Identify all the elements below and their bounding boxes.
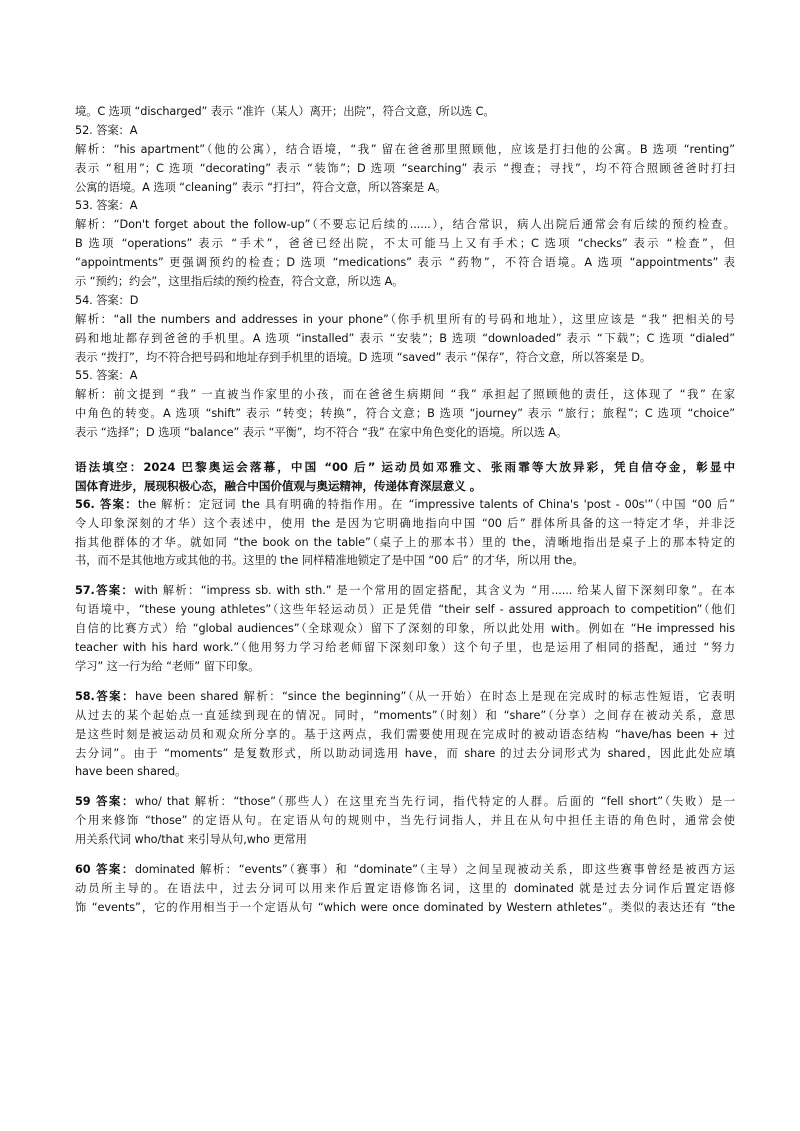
answer-label: 59 答案： <box>75 795 135 809</box>
spacer <box>75 443 735 458</box>
text-line: 示 “预约；约会”，这里指后续的预约检查，符合文意，所以选 A。 <box>75 275 404 289</box>
document-page <box>75 103 735 918</box>
text-line: 解析：“his apartment”（他的公寓），结合语境，“我” 留在爸爸那里照顾他，应该是打扫他的公寓。B 选项 “renting” <box>75 142 735 156</box>
text-line: teacher with his hard work.”（他用努力学习给老师留下深刻印象）这个句子里，也是运用了相同的搭配，通过 “努力 <box>75 641 735 655</box>
text-line: 去分词”。由于 “moments” 是复数形式，所以助动词选用 have，而 share 的过去分词形式为 shared，因此此处应填 <box>75 746 735 760</box>
text-line: 指其他群体的才华。就如同 “the book on the table”（桌子上的那本书）里的 the，清晰地指出是桌子上的那本特定的 <box>75 535 735 549</box>
answer-text: have been shared 解析：“since the beginning”（从一开始）在时态上是现在完成时的标志性短语，它表明 <box>134 689 735 703</box>
text-line: 令人印象深刻的才华）这个表述中，使用 the 是因为它明确地指向中国 “00 后” 群体所具备的这一特定才华，并非泛 <box>75 516 735 530</box>
text-line: 解析：“all the numbers and addresses in your phone”（你手机里所有的号码和地址），这里应该是 “我” 把相关的号 <box>75 312 735 326</box>
text-line: 表示 “拨打”，均不符合把号码和地址存到手机里的语境。D 选项 “saved” 表示 “保存”，符合文意，所以答案是 D。 <box>75 350 652 364</box>
text-line: 解析：“Don't forget about the follow-up”（不要忘记后续的......），结合常识，病人出院后通常会有后续的预约检查。 <box>75 218 735 232</box>
answer-heading: 54. 答案：D <box>75 293 139 307</box>
text-line: 公寓的语境。A 选项 “cleaning” 表示 “打扫”，符合文意，所以答案是 A。 <box>75 180 447 194</box>
text-line: 动员所主导的。在语法中，过去分词可以用来作后置定语修饰名词，这里的 dominated 就是过去分词作后置定语修 <box>75 881 735 895</box>
answer-text: dominated 解析：“events”（赛事）和 “dominate”（主导）之间呈现被动关系，即这些赛事曾经是被西方运 <box>134 862 735 876</box>
text-line: 个用来修饰 “those” 的定语从句。在定语从句的规则中，当先行词指人，并且在从句中担任主语的角色时，通常会使 <box>75 814 735 828</box>
text-line: 书，而不是其他地方或其他的书。这里的 the 同样精准地锁定了是中国 “00 后” 的才华，所以用 the。 <box>75 554 584 568</box>
spacer <box>75 850 735 861</box>
spacer <box>75 677 735 688</box>
text-line: B 选项 “operations” 表示 “手术”，爸爸已经出院，不太可能马上又有手术；C 选项 “checks” 表示 “检查”，但 <box>75 237 735 251</box>
spacer <box>75 782 735 793</box>
text-line: 中角色的转变。A 选项 “shift” 表示 “转变；转换”，符合文意；B 选项 “journey” 表示 “旅行；旅程”；C 选项 “choice” <box>75 407 735 421</box>
text-line: 表示 “租用”；C 选项 “decorating” 表示 “装饰”；D 选项 “searching” 表示 “搜查；寻找”，均不符合照顾爸爸时打扫 <box>75 161 735 175</box>
answer-label: 58.答案： <box>75 689 135 703</box>
answer-line <box>75 861 735 880</box>
text-line: 自信的比赛方式）给 “global audiences”（全球观众）留下了深刻的印象，所以此处用 with。例如在 “He impressed his <box>75 622 735 636</box>
text-line: “appointments” 更强调预约的检查；D 选项 “medications” 表示 “药物”，不符合语境。A 选项 “appointments” 表 <box>75 256 735 270</box>
text-line: 句语境中，“these young athletes”（这些年轻运动员）正是凭借 “their self - assured approach to competition”（他们 <box>75 603 735 617</box>
answer-label: 56. 答案： <box>75 497 138 511</box>
answer-label: 60 答案： <box>75 862 135 876</box>
text-line: 用关系代词 who/that 来引导从句,who 更常用 <box>75 833 307 847</box>
section-heading: 语法填空：2024 巴黎奥运会落幕，中国 “00 后” 运动员如邓雅文、张雨霏等大放异彩，凭自信夺金，彰显中 <box>75 460 735 475</box>
text-line: 饰 “events”，它的作用相当于一个定语从句 “which were once dominated by Western athletes”。类似的表达还有 “the <box>75 900 735 914</box>
text-line: 解析：前文提到 “我” 一直被当作家里的小孩，而在爸爸生病期间 “我” 承担起了照顾他的责任，这体现了 “我” 在家 <box>75 388 735 402</box>
text-line: 码和地址都存到爸爸的手机里。A 选项 “installed” 表示 “安装”；B 选项 “downloaded” 表示 “下载”；C 选项 “dialed” <box>75 331 735 345</box>
spacer <box>75 571 735 582</box>
answer-label: 57.答案： <box>75 584 135 598</box>
answer-line <box>75 793 735 812</box>
answer-line <box>75 496 735 515</box>
text-line: 境。C 选项 “discharged” 表示 “准许（某人）离开；出院”，符合文意，所以选 C。 <box>75 105 495 118</box>
answer-text: with 解析：“impress sb. with sth.” 是一个常用的固定搭配，其含义为 “用...... 给某人留下深刻印象”。在本 <box>134 584 735 598</box>
text-line: 表示 “选择”；D 选项 “balance” 表示 “平衡”，均不符合 “我” 在家中角色变化的语境。所以选 A。 <box>75 426 568 440</box>
section-heading: 国体育进步，展现积极心态，融合中国价值观与奥运精神，传递体育深层意义 。 <box>75 478 482 493</box>
answer-heading: 53. 答案：A <box>75 199 138 213</box>
text-line: 学习” 这一行为给 “老师” 留下印象。 <box>75 659 260 673</box>
text-line: have been shared。 <box>75 765 187 779</box>
answer-heading: 52. 答案：A <box>75 123 138 137</box>
answer-line <box>75 582 735 601</box>
answer-text: the 解析：定冠词 the 具有明确的特指作用。在 “impressive talents of China's 'post - 00s'”（中国 “00 后” <box>137 497 735 511</box>
answer-heading: 55. 答案：A <box>75 369 138 383</box>
answer-line <box>75 688 735 707</box>
answer-text: who/ that 解析：“those”（那些人）在这里充当先行词，指代特定的人群。后面的 “fell short”（失败）是一 <box>134 795 735 809</box>
text-line: 从过去的某个起始点一直延续到现在的情况。同时，“moments”（时刻）和 “share”（分享）之间存在被动关系，意思 <box>75 708 735 722</box>
text-line: 是这些时刻是被运动员和观众所分享的。基于这两点，我们需要使用现在完成时的被动语态结构 “have/has been + 过 <box>75 727 735 741</box>
